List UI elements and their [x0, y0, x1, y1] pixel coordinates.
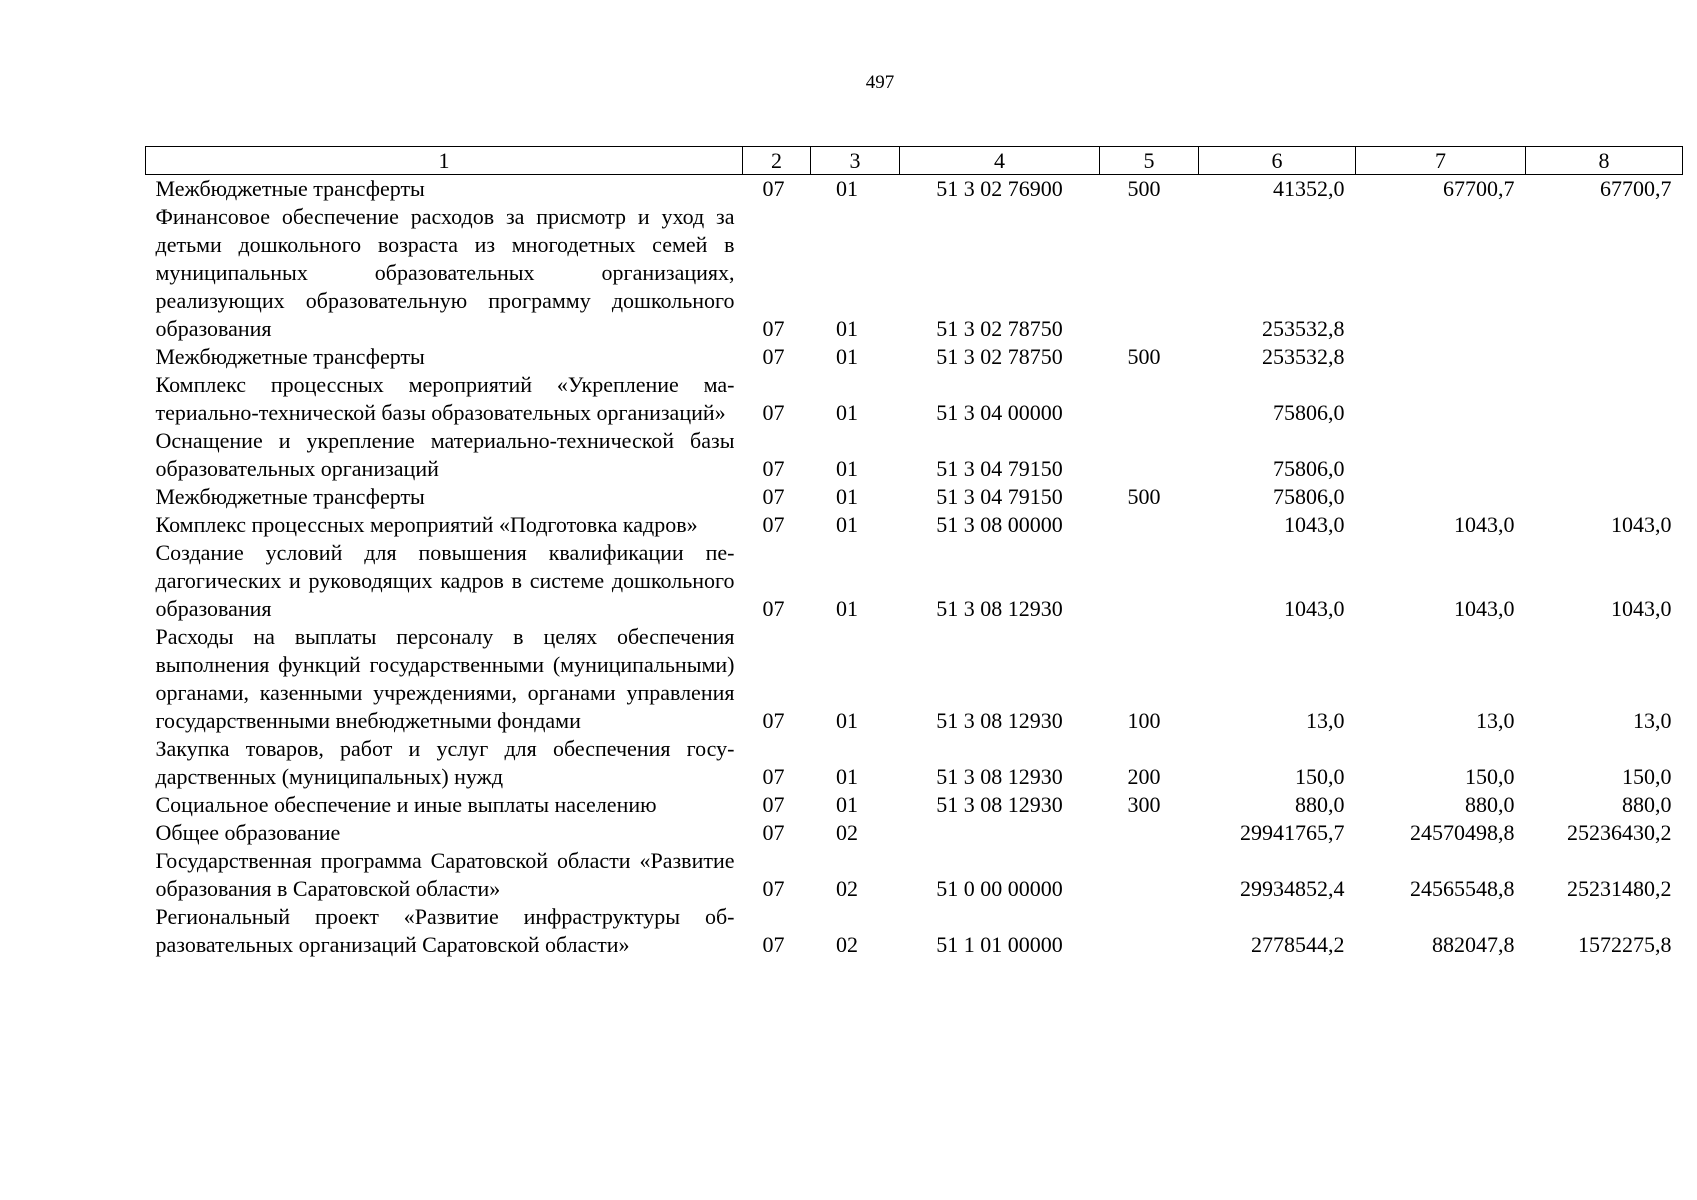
row-amount-col7: 150,0 [1465, 764, 1515, 789]
table-row [146, 735, 1683, 791]
row-section: 07 [762, 596, 785, 621]
row-expense-type [1100, 371, 1199, 427]
row-expense-type: 100 [1127, 708, 1161, 733]
row-amount-col8: 67700,7 [1600, 176, 1672, 201]
table-row [146, 175, 1683, 204]
row-subsection: 01 [836, 400, 858, 425]
row-amount-col7: 13,0 [1476, 708, 1515, 733]
row-amount-col7 [1356, 483, 1526, 511]
row-section: 07 [762, 456, 785, 481]
row-amount-col7 [1356, 203, 1526, 343]
row-section: 07 [762, 932, 785, 957]
row-amount-col8 [1526, 483, 1683, 511]
table-row [146, 427, 1683, 483]
row-amount-col8: 25236430,2 [1567, 820, 1672, 845]
row-expense-type: 500 [1127, 344, 1161, 369]
row-subsection: 01 [836, 792, 858, 817]
row-name: Финансовое обеспечение расходов за присмотр и уход за детьми дошкольного возраста из многодетных семей в муниципальных образовательных организациях, реализующих образовательную программу дошкольного образования [155, 204, 735, 341]
row-subsection: 02 [836, 932, 858, 957]
row-name: Государственная программа Саратовской области «Развитие образования в Саратовской области» [155, 848, 735, 901]
row-amount-col7: 880,0 [1465, 792, 1515, 817]
row-name: Межбюджетные трансферты [155, 176, 425, 201]
table-row [146, 791, 1683, 819]
table-row [146, 343, 1683, 371]
header-col-5: 5 [1100, 147, 1199, 175]
row-name: Социальное обеспечение и иные выплаты населению [155, 792, 657, 817]
row-section: 07 [762, 316, 785, 341]
row-amount-col6: 253532,8 [1262, 316, 1345, 341]
row-subsection: 01 [836, 316, 858, 341]
table-row [146, 483, 1683, 511]
row-amount-col6: 75806,0 [1273, 456, 1345, 481]
row-name: Общее образование [155, 820, 341, 845]
row-section: 07 [762, 820, 785, 845]
row-target-article: 51 3 02 78750 [936, 316, 1063, 341]
row-target-article: 51 0 00 00000 [936, 876, 1063, 901]
row-amount-col6: 41352,0 [1273, 176, 1345, 201]
row-subsection: 01 [836, 764, 858, 789]
row-amount-col6: 150,0 [1295, 764, 1345, 789]
table-row [146, 819, 1683, 847]
table-row [146, 903, 1683, 959]
row-amount-col8: 1043,0 [1611, 596, 1672, 621]
row-amount-col7: 24570498,8 [1410, 820, 1515, 845]
row-expense-type [1100, 903, 1199, 959]
row-section: 07 [762, 176, 785, 201]
row-expense-type [1100, 511, 1199, 539]
row-target-article: 51 3 08 12930 [936, 792, 1063, 817]
row-amount-col8: 13,0 [1633, 708, 1672, 733]
row-amount-col6: 29934852,4 [1240, 876, 1345, 901]
header-col-3: 3 [811, 147, 900, 175]
row-section: 07 [762, 512, 785, 537]
row-amount-col6: 253532,8 [1262, 344, 1345, 369]
row-subsection: 02 [836, 820, 858, 845]
row-amount-col7: 1043,0 [1454, 512, 1515, 537]
row-expense-type: 200 [1127, 764, 1161, 789]
row-amount-col7 [1356, 371, 1526, 427]
row-name: Создание условий для повышения квалификации педагогических и руководящих кадров в системе дошкольного образования [155, 540, 735, 621]
row-amount-col8: 1043,0 [1611, 512, 1672, 537]
row-subsection: 02 [836, 876, 858, 901]
row-section: 07 [762, 708, 785, 733]
row-name: Межбюджетные трансферты [155, 344, 425, 369]
row-target-article: 51 3 04 00000 [936, 400, 1063, 425]
row-expense-type: 300 [1127, 792, 1161, 817]
row-name: Комплекс процессных мероприятий «Подготовка кадров» [155, 512, 698, 537]
row-amount-col6: 75806,0 [1273, 400, 1345, 425]
row-name: Региональный проект «Развитие инфраструктуры образовательных организаций Саратовской области» [155, 904, 735, 957]
row-expense-type [1100, 539, 1199, 623]
row-target-article: 51 3 04 79150 [936, 456, 1063, 481]
row-amount-col7 [1356, 427, 1526, 483]
row-name: Комплекс процессных мероприятий «Укрепление материально-технической базы образовательных организаций» [155, 372, 735, 425]
row-target-article: 51 3 08 12930 [936, 764, 1063, 789]
row-amount-col7: 67700,7 [1443, 176, 1515, 201]
table-header-row [146, 147, 1683, 175]
row-amount-col7: 24565548,8 [1410, 876, 1515, 901]
row-expense-type [1100, 819, 1199, 847]
row-target-article: 51 3 02 78750 [936, 344, 1063, 369]
row-name: Закупка товаров, работ и услуг для обеспечения государственных (муниципальных) нужд [155, 736, 735, 789]
row-amount-col6: 2778544,2 [1251, 932, 1345, 957]
row-target-article: 51 3 08 00000 [936, 512, 1063, 537]
row-amount-col6: 13,0 [1306, 708, 1345, 733]
row-target-article: 51 3 04 79150 [936, 484, 1063, 509]
header-col-1: 1 [146, 147, 743, 175]
header-col-4: 4 [900, 147, 1100, 175]
budget-table [145, 146, 1683, 959]
header-col-6: 6 [1199, 147, 1356, 175]
row-amount-col6: 1043,0 [1284, 512, 1345, 537]
row-section: 07 [762, 792, 785, 817]
row-name: Расходы на выплаты персоналу в целях обеспечения выполнения функций государственными (муниципальными) органами, казенными учреждениями, органами управления государственными внебюджетными фондами [155, 624, 735, 733]
row-section: 07 [762, 484, 785, 509]
table-row [146, 847, 1683, 903]
row-amount-col6: 29941765,7 [1240, 820, 1345, 845]
row-expense-type [1100, 427, 1199, 483]
row-name: Межбюджетные трансферты [155, 484, 425, 509]
row-subsection: 01 [836, 456, 858, 481]
row-target-article [900, 819, 1100, 847]
row-amount-col6: 880,0 [1295, 792, 1345, 817]
row-expense-type: 500 [1127, 484, 1161, 509]
row-target-article: 51 3 08 12930 [936, 596, 1063, 621]
table-row [146, 371, 1683, 427]
table-row [146, 511, 1683, 539]
row-expense-type: 500 [1127, 176, 1161, 201]
row-expense-type [1100, 203, 1199, 343]
row-section: 07 [762, 764, 785, 789]
row-section: 07 [762, 400, 785, 425]
table-row [146, 539, 1683, 623]
row-amount-col7 [1356, 343, 1526, 371]
row-amount-col6: 1043,0 [1284, 596, 1345, 621]
row-subsection: 01 [836, 512, 858, 537]
row-amount-col8 [1526, 343, 1683, 371]
row-subsection: 01 [836, 344, 858, 369]
row-expense-type [1100, 847, 1199, 903]
table-row [146, 623, 1683, 735]
row-amount-col8: 1572275,8 [1578, 932, 1672, 957]
row-target-article: 51 1 01 00000 [936, 932, 1063, 957]
row-amount-col6: 75806,0 [1273, 484, 1345, 509]
row-subsection: 01 [836, 484, 858, 509]
table-row [146, 203, 1683, 343]
header-col-2: 2 [743, 147, 811, 175]
header-col-7: 7 [1356, 147, 1526, 175]
row-section: 07 [762, 344, 785, 369]
header-col-8: 8 [1526, 147, 1683, 175]
row-subsection: 01 [836, 176, 858, 201]
row-amount-col8: 880,0 [1622, 792, 1672, 817]
row-name: Оснащение и укрепление материально-технической базы образовательных организаций [155, 428, 735, 481]
row-target-article: 51 3 02 76900 [936, 176, 1063, 201]
row-amount-col7: 882047,8 [1432, 932, 1515, 957]
row-amount-col8: 150,0 [1622, 764, 1672, 789]
table-body [146, 175, 1683, 960]
row-section: 07 [762, 876, 785, 901]
row-target-article: 51 3 08 12930 [936, 708, 1063, 733]
row-subsection: 01 [836, 708, 858, 733]
page-number: 497 [865, 72, 895, 93]
row-amount-col8 [1526, 427, 1683, 483]
row-subsection: 01 [836, 596, 858, 621]
row-amount-col8 [1526, 203, 1683, 343]
row-amount-col7: 1043,0 [1454, 596, 1515, 621]
row-amount-col8 [1526, 371, 1683, 427]
row-amount-col8: 25231480,2 [1567, 876, 1672, 901]
